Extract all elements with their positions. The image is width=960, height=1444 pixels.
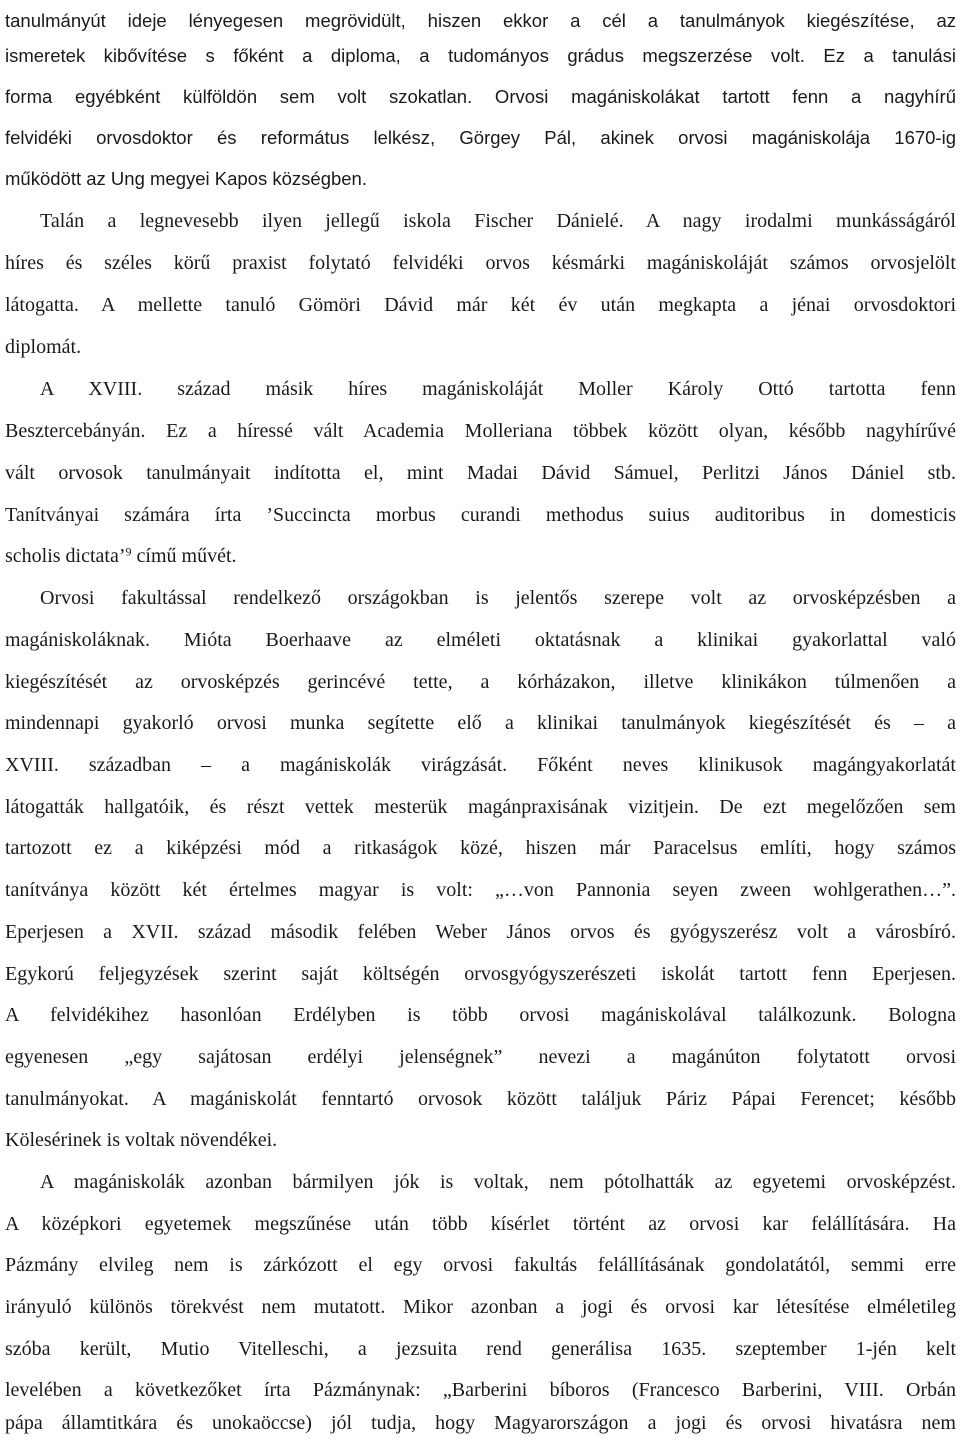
text-line: tanítványa között két értelmes magyar is volt: „…von Pannonia seyen zween wohlgerathen…”. [5, 879, 956, 901]
text-line: kiegészítését az orvosképzés gerincévé tette, a kórházakon, illetve klinikákon túlmenően a [5, 671, 956, 693]
text-line: irányuló különös törekvést nem mutatott. Mikor azonban a jogi és orvosi kar létesítése elméletileg [5, 1296, 956, 1318]
text-line: A felvidékihez hasonlóan Erdélyben is több orvosi magániskolával találkozunk. Bologna [5, 1004, 956, 1026]
text-line: A középkori egyetemek megszűnése után több kísérlet történt az orvosi kar felállítására. Ha [5, 1213, 956, 1235]
text-line: Besztercebányán. Ez a híressé vált Academia Molleriana többek között olyan, később nagyhírűvé [5, 420, 956, 442]
text-line: működött az Ung megyei Kapos községben. [5, 168, 367, 189]
text-line: látogatták hallgatóik, és részt vettek mesterük magánpraxisának vizitjein. De ezt megelőzően sem [5, 796, 956, 818]
text-line: forma egyébként külföldön sem volt szokatlan. Orvosi magániskolákat tartott fenn a nagyhírű [5, 86, 956, 107]
text-line: felvidéki orvosdoktor és református lelkész, Görgey Pál, akinek orvosi magániskolája 1670-ig [5, 127, 956, 148]
text-line: vált orvosok tanulmányait indította el, mint Madai Dávid Sámuel, Perlitzi János Dániel stb. [5, 462, 956, 484]
text-line: Kölesérinek is voltak növendékei. [5, 1129, 278, 1151]
text-line: A magániskolák azonban bármilyen jók is voltak, nem pótolhatták az egyetemi orvosképzést. [40, 1171, 956, 1193]
text-line: egyenesen „egy sajátosan erdélyi jelenségnek” nevezi a magánúton folytatott orvosi [5, 1046, 956, 1068]
text-line: tanulmányokat. A magániskolát fenntartó orvosok között találjuk Páriz Pápai Ferencet; később [5, 1088, 956, 1110]
text-line: híres és széles körű praxist folytató felvidéki orvos késmárki magániskoláját számos orvosjelölt [5, 252, 956, 274]
text-line: ismeretek kibővítése s főként a diploma, a tudományos grádus megszerzése volt. Ez a tanulási [5, 45, 956, 66]
text-line: tartozott ez a kiképzési mód a ritkaságok közé, hiszen már Paracelsus említi, hogy számos [5, 837, 956, 859]
text-line: diplomát. [5, 336, 82, 358]
text-line: Talán a legnevesebb ilyen jellegű iskola Fischer Dánielé. A nagy irodalmi munkásságáról [40, 210, 956, 232]
text-line: Eperjesen a XVII. század második felében Weber János orvos és gyógyszerész volt a városbíró. [5, 921, 956, 943]
text-segment: scholis dictata’ [5, 545, 126, 567]
text-line: levelében a következőket írta Pázmánynak: „Barberini bíboros (Francesco Barberini, VIII. Orbán [5, 1379, 956, 1401]
text-segment: című művét. [131, 545, 237, 567]
text-line: Egykorú feljegyzések szerint saját költségén orvosgyógyszerészeti iskolát tartott fenn Eperjesen. [5, 963, 956, 985]
text-line: pápa államtitkára és unokaöccse) jól tudja, hogy Magyarországon a jogi és orvosi hivatásra nem [5, 1412, 956, 1434]
text-line: Pázmány elvileg nem is zárkózott el egy orvosi fakultás felállításának gondolatától, semmi erre [5, 1254, 956, 1276]
text-line: A XVIII. század másik híres magániskoláját Moller Károly Ottó tartotta fenn [40, 378, 956, 400]
text-line: mindennapi gyakorló orvosi munka segítette elő a klinikai tanulmányok kiegészítését és – a [5, 712, 956, 734]
footnote-marker[interactable]: 9 [125, 544, 132, 559]
text-line: látogatta. A mellette tanuló Gömöri Dávid már két év után megkapta a jénai orvosdoktori [5, 294, 956, 316]
text-line: magániskoláknak. Mióta Boerhaave az elméleti oktatásnak a klinikai gyakorlattal való [5, 629, 956, 651]
text-line [5, 535, 956, 577]
text-line: XVIII. században – a magániskolák virágzását. Főként neves klinikusok magángyakorlatát [5, 754, 956, 776]
text-line: szóba került, Mutio Vitelleschi, a jezsuita rend generálisa 1635. szeptember 1-jén kelt [5, 1338, 956, 1360]
text-line: Tanítványai számára írta ’Succincta morbus curandi methodus suius auditoribus in domesticis [5, 504, 956, 526]
text-line: tanulmányút ideje lényegesen megrövidült, hiszen ekkor a cél a tanulmányok kiegészítése, az [5, 10, 956, 31]
text-line: Orvosi fakultással rendelkező országokban is jelentős szerepe volt az orvosképzésben a [40, 587, 956, 609]
